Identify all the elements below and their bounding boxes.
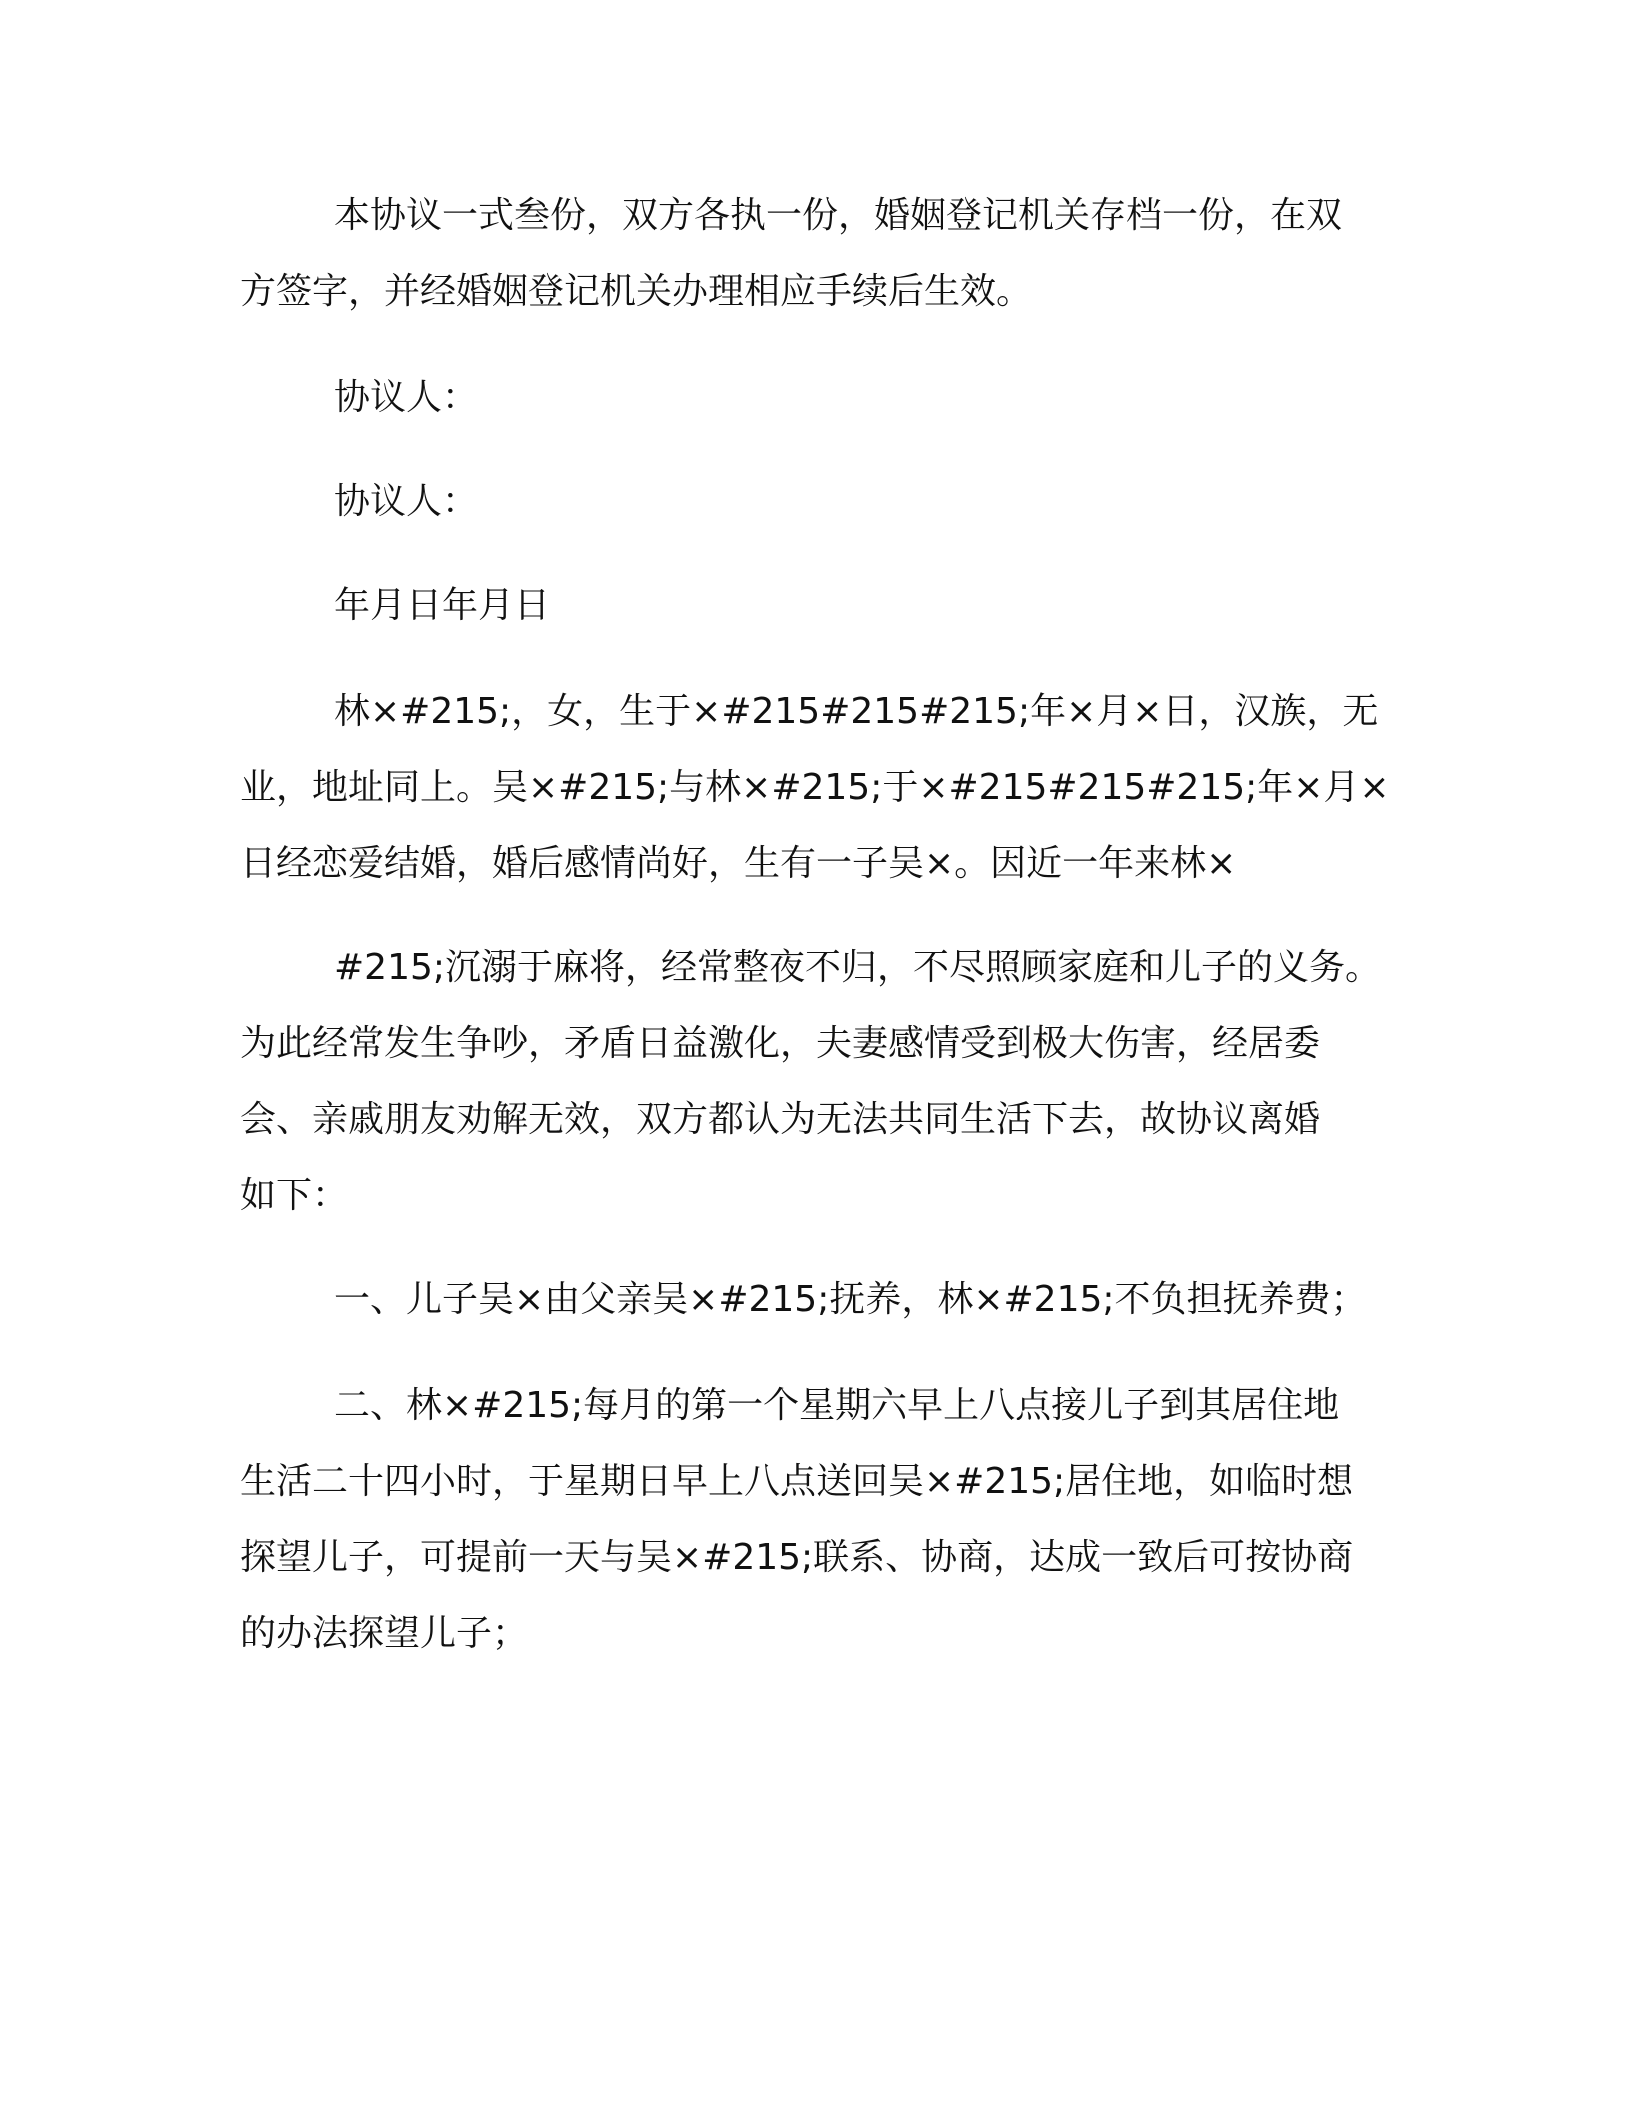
text-line: 如下：	[240, 1175, 349, 1216]
text-line: 为此经常发生争吵，矛盾日益激化，夫妻感情受到极大伤害，经居委	[240, 1023, 1321, 1064]
text-line: #215;沉溺于麻将，经常整夜不归，不尽照顾家庭和儿子的义务。	[334, 947, 1382, 988]
text-line: 方签字，并经婚姻登记机关办理相应手续后生效。	[240, 271, 1033, 312]
text-line: 日经恋爱结婚，婚后感情尚好，生有一子吴×。因近一年来林×	[240, 843, 1237, 884]
date-line: 年月日年月日	[334, 585, 551, 626]
text-line: 会、亲戚朋友劝解无效，双方都认为无法共同生活下去，故协议离婚	[240, 1099, 1321, 1140]
signatory-label-1: 协议人：	[334, 377, 479, 418]
text-line: 业，地址同上。吴×#215;与林×#215;于×#215#215#215;年×月×	[240, 767, 1390, 808]
text-line: 探望儿子，可提前一天与吴×#215;联系、协商，达成一致后可按协商	[240, 1537, 1354, 1578]
clause-2: 二、林×#215;每月的第一个星期六早上八点接儿子到其居住地	[334, 1385, 1340, 1426]
text-line: 生活二十四小时，于星期日早上八点送回吴×#215;居住地，如临时想	[240, 1461, 1354, 1502]
text-line: 的办法探望儿子；	[240, 1613, 529, 1654]
signatory-label-2: 协议人：	[334, 481, 479, 522]
text-line: 本协议一式叁份，双方各执一份，婚姻登记机关存档一份，在双	[334, 195, 1343, 236]
clause-1: 一、儿子吴×由父亲吴×#215;抚养，林×#215;不负担抚养费；	[334, 1279, 1367, 1320]
text-line: 林×#215;，女，生于×#215#215#215;年×月×日，汉族，无	[334, 691, 1379, 732]
